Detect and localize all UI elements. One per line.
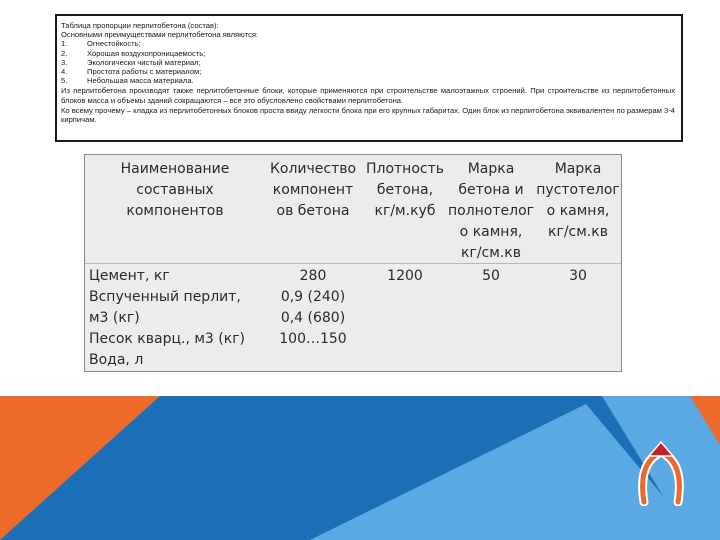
components-cell: Цемент, кг Вспученный перлит, м3 (кг) Песок кварц., м3 (кг) Вода, л	[89, 268, 246, 368]
header-quantity: Количество компонент ов бетона	[269, 161, 357, 219]
grade-hollow-cell: 30	[569, 268, 587, 284]
list-item: 1. Огнестойкость;	[61, 39, 141, 49]
composition-table	[84, 154, 622, 372]
header-divider	[85, 263, 621, 264]
paragraph-masonry: Ко всему прочему – кладка из перлитобетонных блоков проста ввиду легкости блока при его крупных габаритах. Один блок из перлитобетона эквивалентен по размерам 3-4 кирпичам.	[61, 105, 675, 125]
list-item: 4. Простота работы с материалом;	[61, 67, 202, 77]
advantages-heading: Основными преимуществами перлитобетона являются:	[61, 30, 259, 40]
paragraph-blocks: Из перлитобетона производят также перлитобетонные блоки, которые применяются при строительстве малоэтажных строений. При строительстве из перлитобетонных блоков масса и объемы зданий сокращаются – все это обусловлено свойствами перлитобетона.	[61, 86, 675, 105]
list-item: 5. Небольшая масса материала.	[61, 76, 194, 86]
header-density: Плотность бетона, кг/м.куб	[365, 161, 445, 219]
curved-arrow-icon[interactable]	[630, 440, 692, 506]
grade-solid-cell: 50	[482, 268, 500, 284]
list-item: 2. Хорошая воздухопроницаемость;	[61, 48, 206, 58]
header-grade-hollow: Марка пустотелог о камня, кг/см.кв	[536, 161, 620, 240]
header-grade-solid: Марка бетона и полнотелог о камня, кг/см.кв	[447, 161, 535, 261]
quantities-cell: 280 0,9 (240) 0,4 (680) 100…150	[279, 268, 347, 347]
header-components: Наименование составных компонентов	[120, 161, 230, 219]
list-item: 3. Экологически чистый материал;	[61, 57, 201, 67]
intro-title: Таблица пропорции перлитобетона (состав):	[61, 21, 219, 30]
intro-text-box	[55, 14, 683, 142]
density-cell: 1200	[387, 268, 423, 284]
